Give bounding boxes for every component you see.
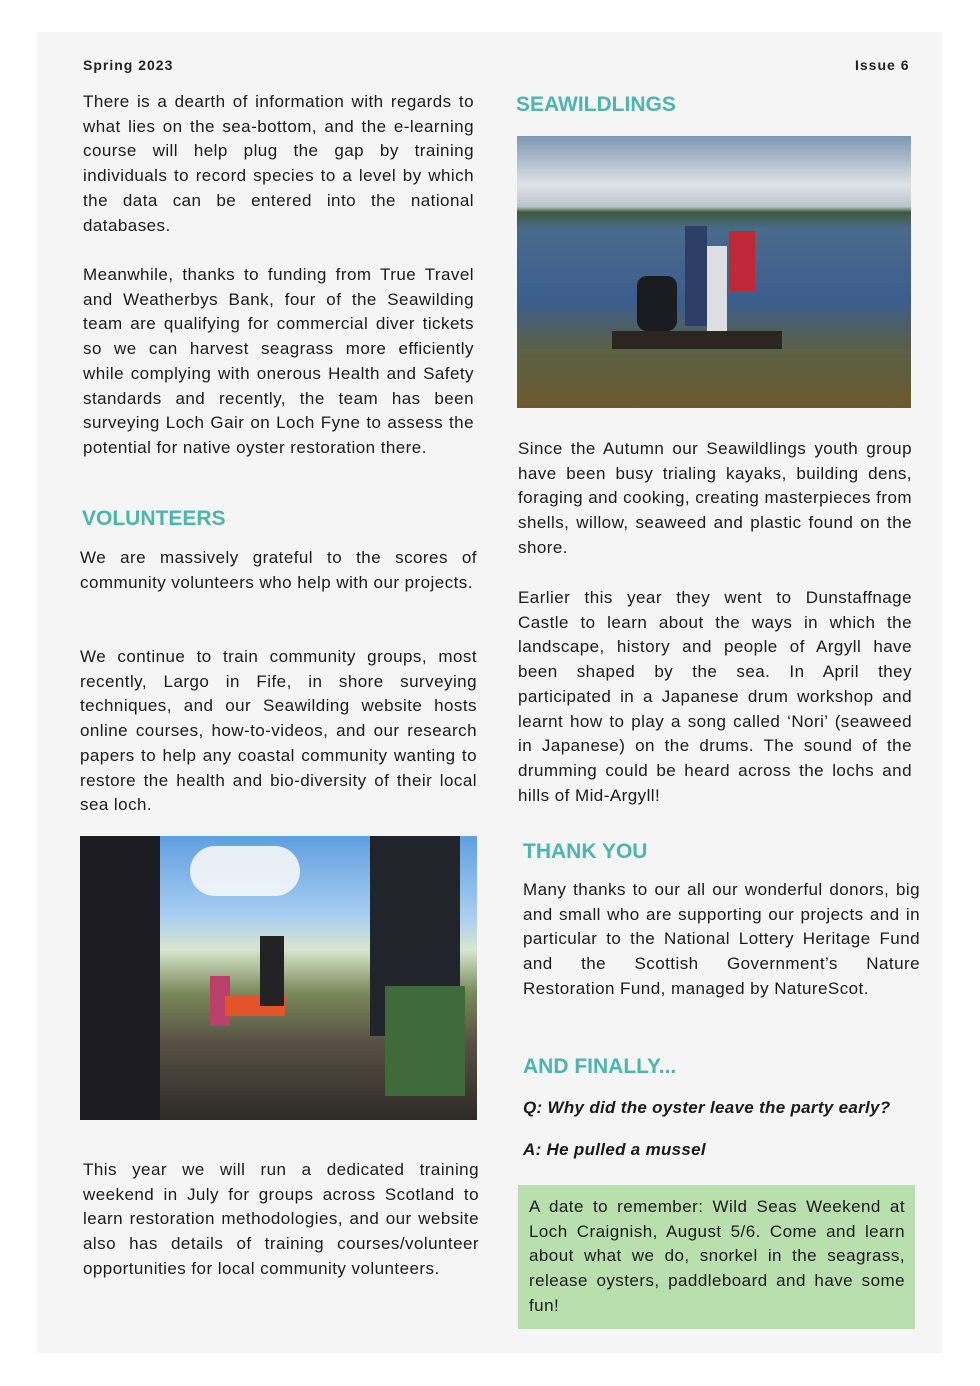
thank-you-heading: THANK YOU <box>523 840 648 863</box>
left-paragraph-5: This year we will run a dedicated training weekend in July for groups across Scotland to learn restoration methodologies, and our website also has details of training courses/volunteer opportunities for local community volunteers. <box>83 1160 479 1278</box>
and-finally-heading: AND FINALLY... <box>523 1055 677 1078</box>
season-label: Spring 2023 <box>83 57 174 73</box>
right-paragraph-3: Many thanks to our all our wonderful donors, big and small who are supporting our projects and in particular to the National Lottery Heritage Fund and the Scottish Government’s Nature Restoration Fund, managed by NatureScot. <box>523 880 920 998</box>
left-paragraph-3: We are massively grateful to the scores of community volunteers who help with our projects. <box>80 548 477 592</box>
issue-label: Issue 6 <box>855 57 910 73</box>
left-paragraph-1: There is a dearth of information with regards to what lies on the sea-bottom, and the e-learning course will help plug the gap by training individuals to record species to a level by which the data can be entered into the national databases. <box>83 92 474 235</box>
volunteers-photo <box>80 836 477 1120</box>
date-reminder-text: A date to remember: Wild Seas Weekend at Loch Craignish, August 5/6. Come and learn about what we do, snorkel in the seagrass, release oysters, paddleboard and have some fun! <box>529 1197 905 1315</box>
joke-question: Q: Why did the oyster leave the party early? <box>523 1098 891 1117</box>
seawildlings-photo <box>517 136 911 408</box>
right-paragraph-1: Since the Autumn our Seawildlings youth group have been busy trialing kayaks, building dens, foraging and cooking, creating masterpieces from shells, willow, seaweed and plastic found on the shore. <box>518 439 912 557</box>
volunteers-heading: VOLUNTEERS <box>82 507 226 530</box>
joke-answer: A: He pulled a mussel <box>523 1140 706 1159</box>
left-paragraph-4: We continue to train community groups, most recently, Largo in Fife, in shore surveying techniques, and our Seawilding website hosts online courses, how-to-videos, and our research papers to help any coastal community wanting to restore the health and bio-diversity of their local sea loch. <box>80 647 477 815</box>
seawildlings-heading: SEAWILDLINGS <box>516 93 676 116</box>
left-paragraph-2: Meanwhile, thanks to funding from True Travel and Weatherbys Bank, four of the Seawilding team are qualifying for commercial diver tickets so we can harvest seagrass more efficiently while complying with onerous Health and Safety standards and recently, the team has been surveying Loch Gair on Loch Fyne to assess the potential for native oyster restoration there. <box>83 265 474 457</box>
right-paragraph-2: Earlier this year they went to Dunstaffnage Castle to learn about the ways in which the landscape, history and people of Argyll have been shaped by the sea. In April they participated in a Japanese drum workshop and learnt how to play a song called ‘Nori’ (seaweed in Japanese) on the drums. The sound of the drumming could be heard across the lochs and hills of Mid-Argyll! <box>518 588 912 805</box>
date-reminder-box <box>518 1185 915 1329</box>
